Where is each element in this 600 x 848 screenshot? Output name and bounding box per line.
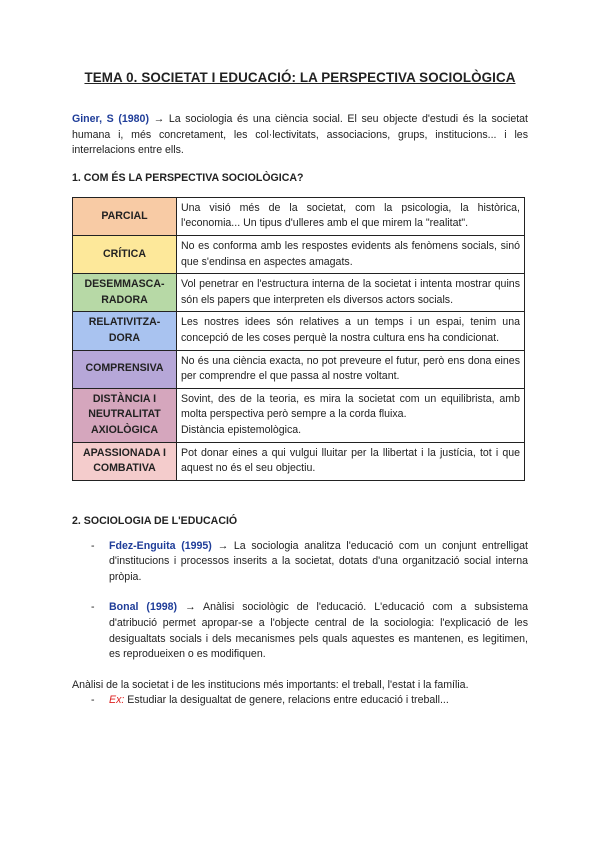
table-row (73, 197, 525, 235)
item-author: Bonal (1998) (109, 601, 178, 614)
arrow-icon: → (217, 539, 229, 552)
section-2-heading: 2. SOCIOLOGIA DE L'EDUCACIÓ (72, 514, 238, 527)
description-text: Vol penetrar en l'estructura interna de la societat i intenta mostrar quins són els papers que interpreten els diversos actors socials. (181, 278, 520, 306)
perspective-label: RELATIVITZA-DORA (73, 312, 177, 350)
description-text-extra: Distància epistemològica. (181, 423, 302, 436)
perspective-label: CRÍTICA (73, 235, 177, 273)
dash-bullet: - (91, 539, 95, 552)
perspective-label: DISTÀNCIA I NEUTRALITAT AXIOLÒGICA (73, 388, 177, 442)
description-text: No és una ciència exacta, no pot preveure el futur, però ens dona eines per comprendre el que passa al nostre voltant. (181, 354, 520, 383)
example-item (72, 693, 528, 709)
perspective-description (177, 312, 525, 350)
table-row (73, 350, 525, 388)
list-item (72, 539, 528, 586)
intro-author: Giner, S (1980) (72, 113, 149, 125)
description-text: Les nostres idees són relatives a un temps i un espai, tenim una concepció de les coses perquè la nostra cultura ens ha condicionat. (181, 316, 520, 344)
dash-bullet: - (91, 601, 95, 614)
table-row (73, 312, 525, 350)
perspective-description (177, 350, 525, 388)
description-text: Pot donar eines a qui vulgui lluitar per la llibertat i la justícia, tot i que aquest no és el seu objectiu. (181, 446, 520, 475)
perspective-label: PARCIAL (73, 197, 177, 235)
table-row (73, 274, 525, 312)
authors-list (72, 539, 528, 663)
table-row (73, 442, 525, 480)
perspective-description (177, 235, 525, 273)
document-title: TEMA 0. SOCIETAT I EDUCACIÓ: LA PERSPECTIVA SOCIOLÒGICA (84, 70, 516, 85)
perspective-description (177, 388, 525, 442)
example-text: Estudiar la desigualtat de genere, relacions entre educació i treball... (127, 694, 449, 707)
intro-text: La sociologia és una ciència social. El seu objecte d'estudi és la societat humana i, més concretament, les col·lectivitats, associacions, grups, institucions... i les interrelacions entre ells. (72, 113, 528, 157)
example-label: Ex: (109, 694, 125, 707)
table-row (73, 235, 525, 273)
perspective-table (72, 197, 525, 481)
item-text: La sociologia analitza l'educació com un conjunt entrelligat d'institucions i processos inserits a la societat, dotats d'una organització social interna pròpia. (109, 539, 528, 583)
arrow-icon: → (153, 113, 165, 125)
description-text: Una visió més de la societat, com la psicologia, la històrica, l'economia... Un tipus d'ulleres amb el que mirem la "realitat". (181, 201, 520, 230)
section-1-heading: 1. COM ÉS LA PERSPECTIVA SOCIOLÒGICA? (72, 171, 304, 184)
table-row (73, 388, 525, 442)
description-text: Sovint, des de la teoria, es mira la societat com un equilibrista, amb molta perspectiva però sempre a la corda fluixa. (181, 392, 520, 421)
perspective-description (177, 274, 525, 312)
description-text: No es conforma amb les respostes evidents als fenòmens socials, sinó que s'endinsa en aspectes amagats. (181, 239, 520, 268)
perspective-label: APASSIONADA I COMBATIVA (73, 442, 177, 480)
intro-paragraph (72, 112, 528, 159)
perspective-description (177, 442, 525, 480)
perspective-description (177, 197, 525, 235)
analysis-paragraph: Anàlisi de la societat i de les institucions més importants: el treball, l'estat i la família. (72, 678, 469, 691)
perspective-label: DESEMMASCA-RADORA (73, 274, 177, 312)
dash-bullet: - (91, 694, 95, 707)
arrow-icon: → (185, 601, 196, 614)
item-text: Anàlisi sociològic de l'educació. L'educació com a subsistema d'atribució permet apropar-se a l'objecte central de la sociologia: l'explicació de les desigualtats socials i dels mecanismes pels quals aquestes es mantenen, es legitimen, es reprodueixen o es modifiquen. (109, 601, 528, 661)
document-page (72, 0, 528, 709)
perspective-label: COMPRENSIVA (73, 350, 177, 388)
list-item (72, 600, 528, 662)
item-author: Fdez-Enguita (1995) (109, 539, 212, 552)
